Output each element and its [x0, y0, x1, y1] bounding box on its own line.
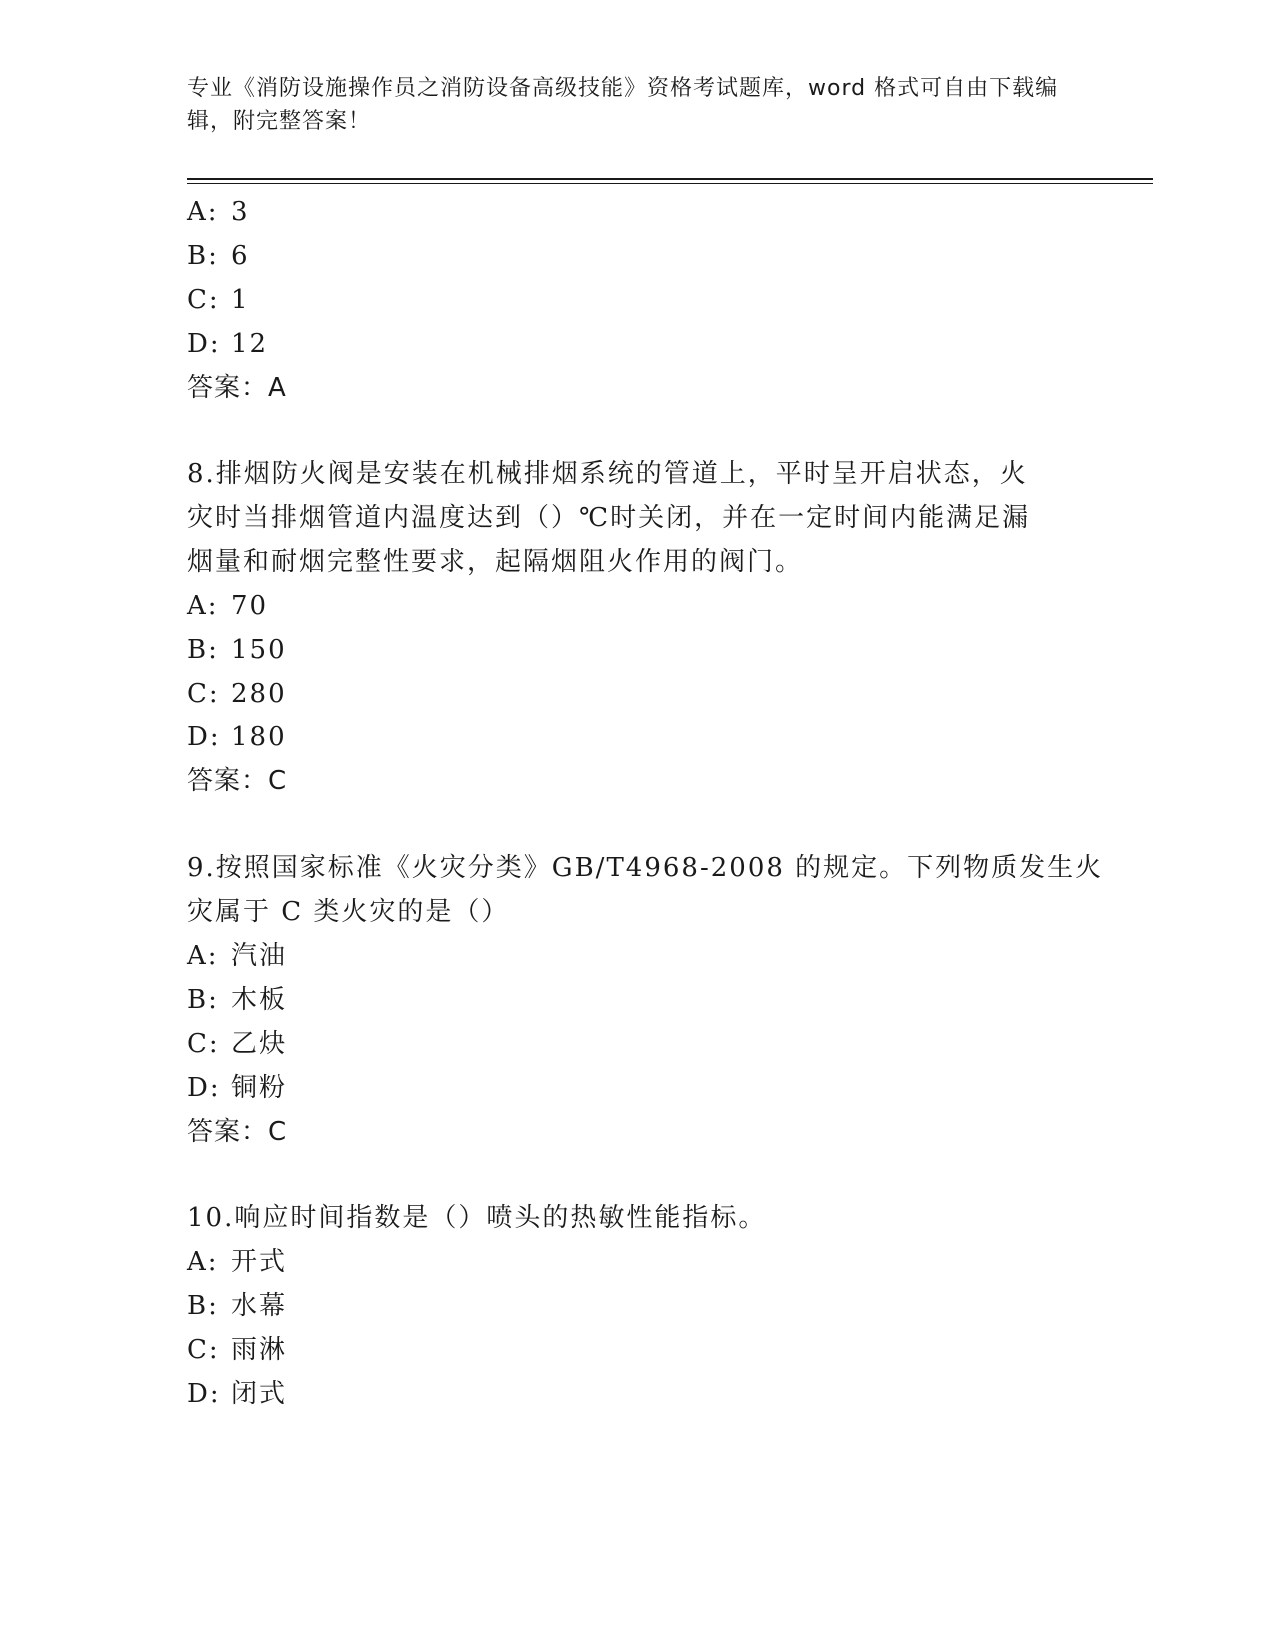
- q7-answer: 答案：A: [187, 373, 287, 403]
- q10-option-d: D: 闭式: [187, 1379, 288, 1409]
- header-divider-thin: [187, 183, 1153, 184]
- q9-option-b: B: 木板: [187, 985, 288, 1015]
- q9-stem-line-1: 9.按照国家标准《火灾分类》GB/T4968-2008 的规定。下列物质发生火: [187, 853, 1104, 883]
- q7-option-d: D: 12: [187, 329, 269, 359]
- q9-option-d: D: 铜粉: [187, 1073, 288, 1103]
- q10-option-c: C: 雨淋: [187, 1335, 288, 1365]
- q7-option-b: B: 6: [187, 241, 250, 271]
- q8-stem-line-2: 灾时当排烟管道内温度达到（）℃时关闭，并在一定时间内能满足漏: [187, 503, 1031, 533]
- q9-stem-line-2: 灾属于 C 类火灾的是（）: [187, 897, 510, 927]
- q8-stem-line-1: 8.排烟防火阀是安装在机械排烟系统的管道上，平时呈开启状态，火: [187, 459, 1028, 489]
- header-divider-thick: [187, 178, 1153, 180]
- q9-option-a: A: 汽油: [187, 941, 288, 971]
- q9-option-c: C: 乙炔: [187, 1029, 288, 1059]
- q7-option-a: A: 3: [187, 197, 250, 227]
- q8-option-c: C: 280: [187, 679, 287, 709]
- q10-stem-line-1: 10.响应时间指数是（）喷头的热敏性能指标。: [187, 1203, 767, 1233]
- document-header: 专业《消防设施操作员之消防设备高级技能》资格考试题库，word 格式可自由下载编辑，附完整答案！: [187, 76, 1059, 134]
- q10-option-b: B: 水幕: [187, 1291, 288, 1321]
- q8-option-a: A: 70: [187, 591, 269, 621]
- q8-answer: 答案：C: [187, 766, 288, 796]
- q8-option-b: B: 150: [187, 635, 287, 665]
- q10-option-a: A: 开式: [187, 1247, 288, 1277]
- q8-option-d: D: 180: [187, 722, 287, 752]
- q7-option-c: C: 1: [187, 285, 250, 315]
- q9-answer: 答案：C: [187, 1117, 288, 1147]
- q8-stem-line-3: 烟量和耐烟完整性要求，起隔烟阻火作用的阀门。: [187, 547, 804, 577]
